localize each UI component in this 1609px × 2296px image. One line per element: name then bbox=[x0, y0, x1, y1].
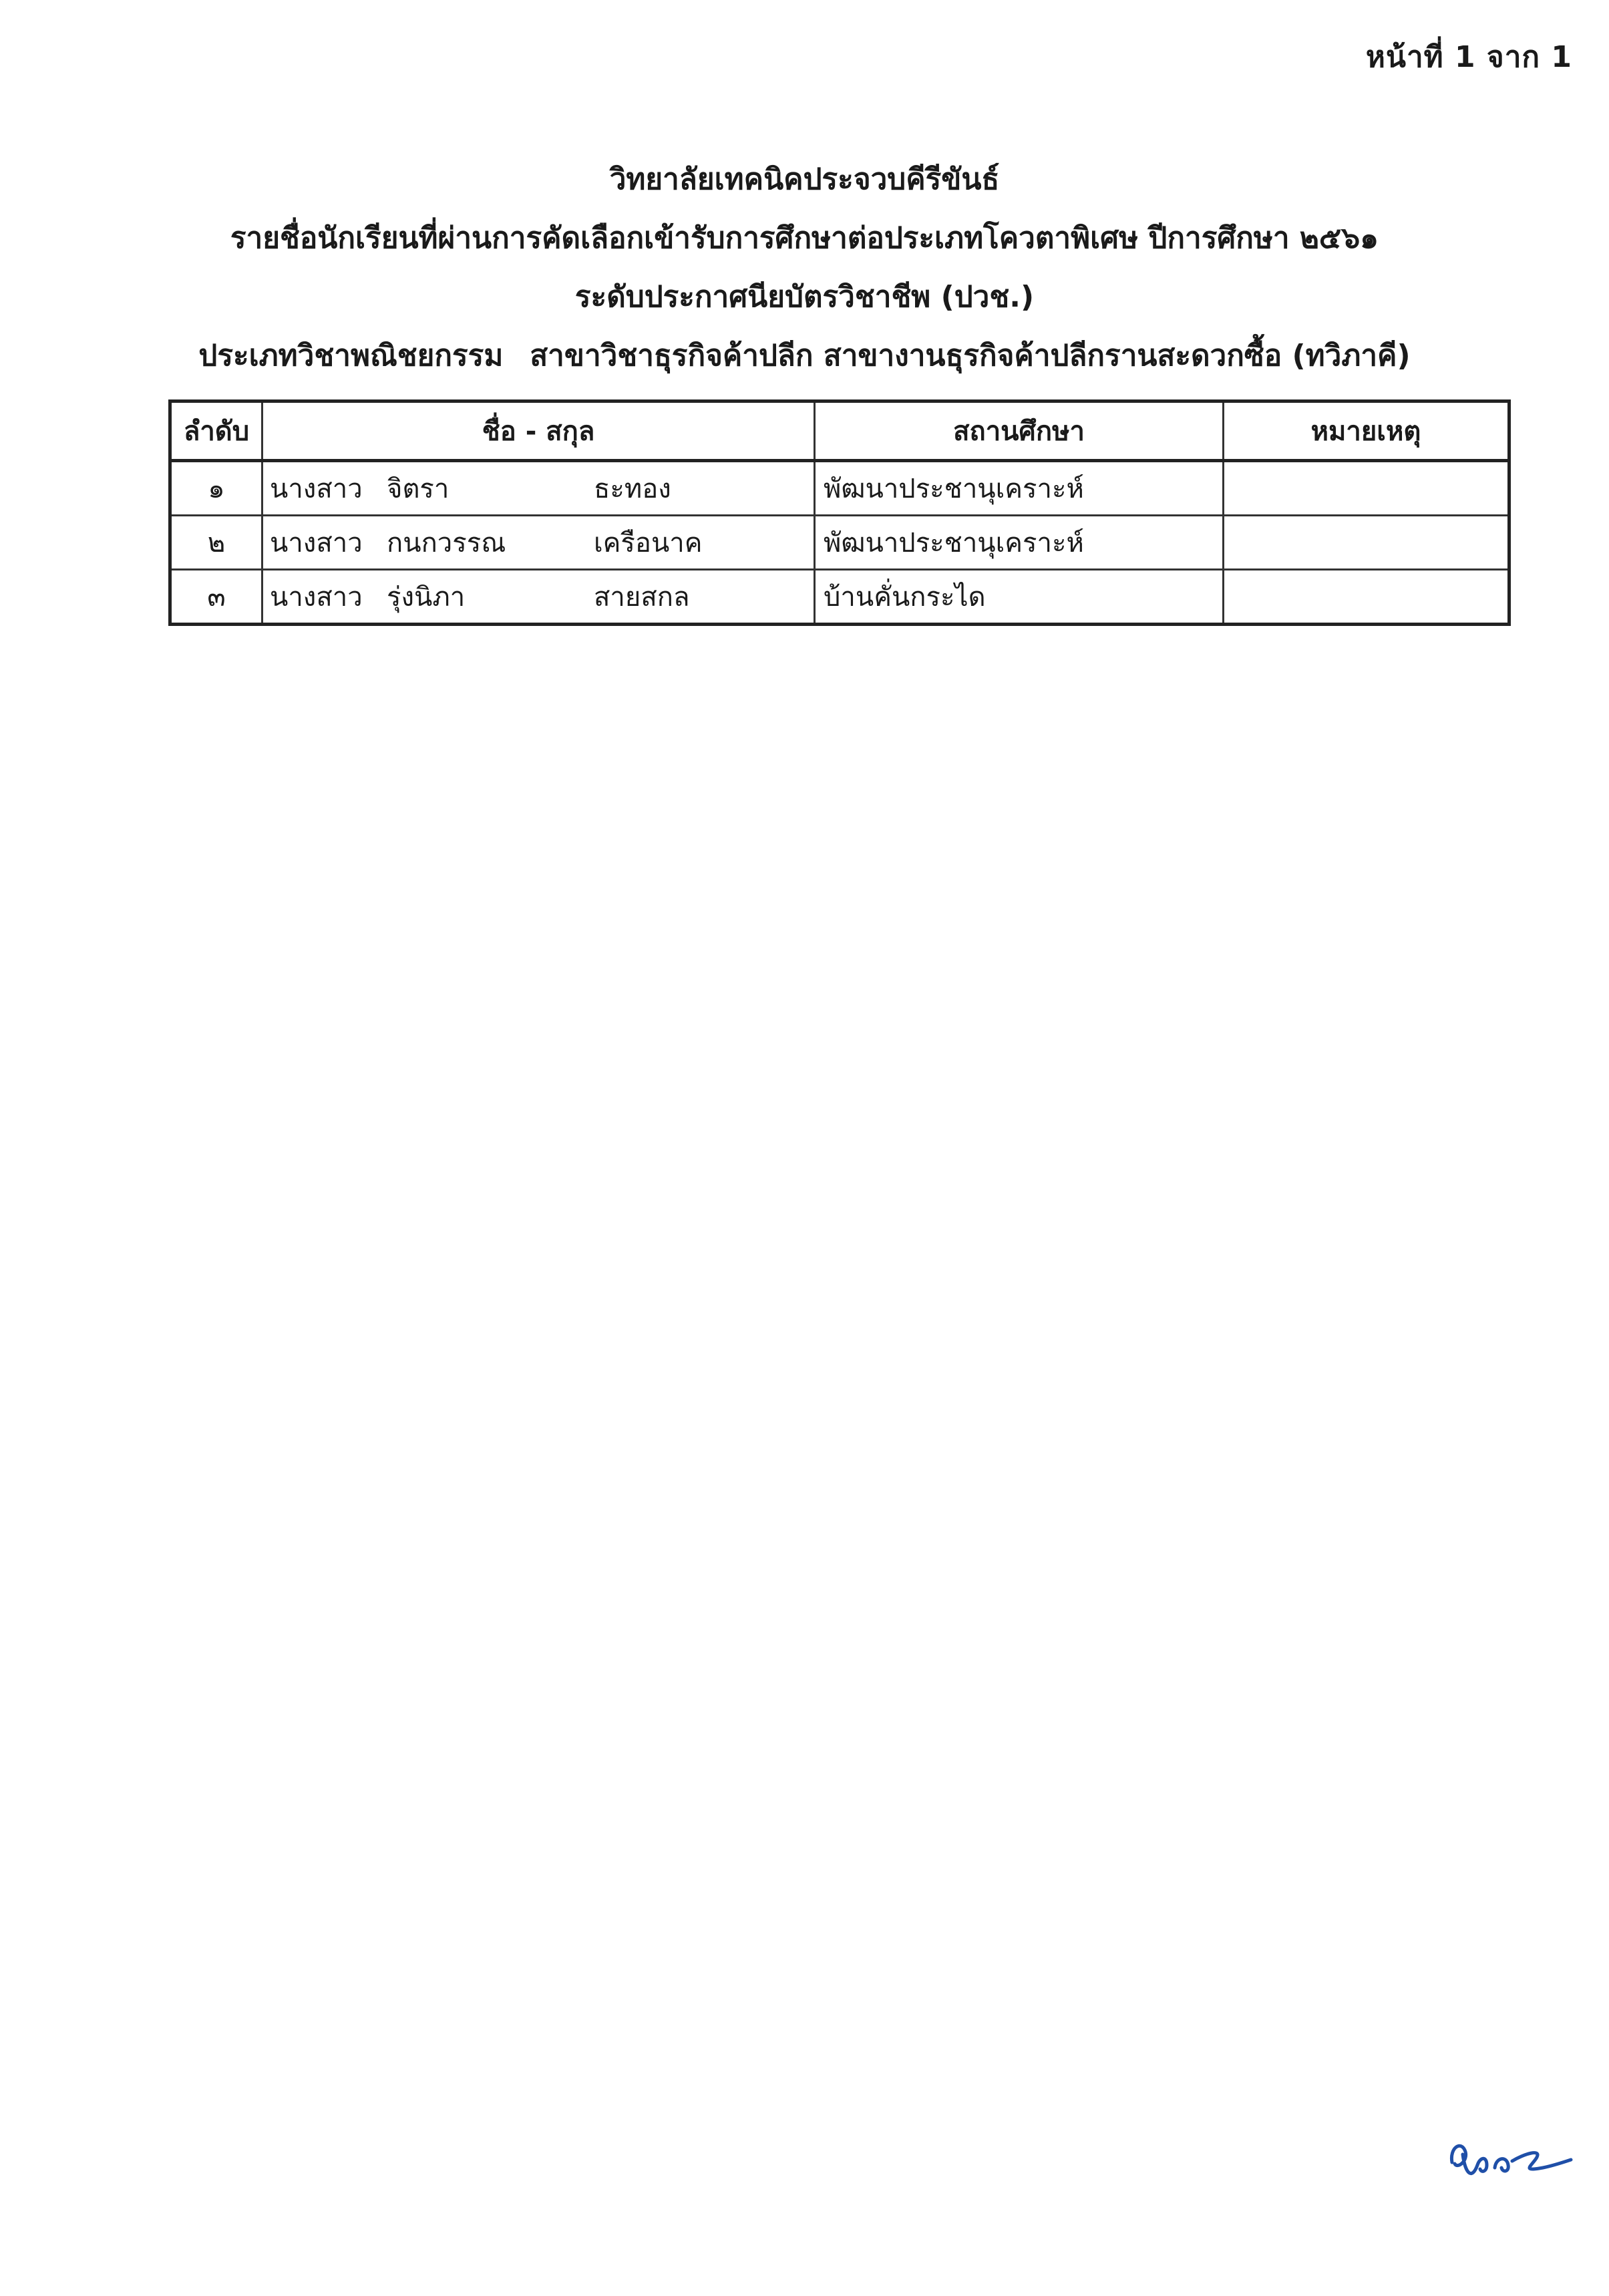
college-name: วิทยาลัยเทคนิคประจวบคีรีขันธ์ bbox=[609, 162, 1000, 196]
row-index: ๒ bbox=[170, 516, 262, 570]
first-name: รุ่งนิภา bbox=[387, 582, 466, 613]
name-prefix: นางสาว bbox=[270, 582, 363, 613]
row-school: บ้านคั่นกระได bbox=[815, 570, 1224, 625]
column-header-school: สถานศึกษา bbox=[815, 401, 1224, 461]
table-header-row bbox=[170, 401, 1509, 461]
last-name: สายสกล bbox=[594, 582, 690, 613]
table-row bbox=[170, 570, 1509, 625]
program-line bbox=[0, 327, 1609, 385]
row-note bbox=[1224, 570, 1509, 625]
row-school: พัฒนาประชานุเคราะห์ bbox=[815, 516, 1224, 570]
table-row bbox=[170, 461, 1509, 516]
column-header-name: ชื่อ - สกุล bbox=[262, 401, 815, 461]
row-name bbox=[262, 461, 815, 516]
student-table bbox=[168, 399, 1511, 626]
last-name: เครือนาค bbox=[594, 528, 703, 558]
name-prefix: นางสาว bbox=[270, 528, 363, 558]
certificate-level: ระดับประกาศนียบัตรวิชาชีพ (ปวช.) bbox=[574, 280, 1035, 314]
list-title: รายชื่อนักเรียนที่ผ่านการคัดเลือกเข้ารับการศึกษาต่อประเภทโควตาพิเศษ ปีการศึกษา ๒๕๖๑ bbox=[230, 221, 1379, 255]
column-header-index: ลำดับ bbox=[170, 401, 262, 461]
page-number: หน้าที่ 1 จาก 1 bbox=[1365, 40, 1572, 74]
row-index: ๑ bbox=[170, 461, 262, 516]
row-name bbox=[262, 516, 815, 570]
row-index: ๓ bbox=[170, 570, 262, 625]
handwritten-signature bbox=[1443, 2128, 1576, 2188]
first-name: จิตรา bbox=[387, 474, 450, 504]
last-name: ธะทอง bbox=[594, 474, 671, 504]
row-school: พัฒนาประชานุเคราะห์ bbox=[815, 461, 1224, 516]
column-header-note: หมายเหตุ bbox=[1224, 401, 1509, 461]
table-row bbox=[170, 516, 1509, 570]
row-name bbox=[262, 570, 815, 625]
row-note bbox=[1224, 516, 1509, 570]
document-header bbox=[0, 150, 1609, 385]
program-type: ประเภทวิชาพณิชยกรรม bbox=[198, 339, 504, 373]
program-field: สาขาวิชาธุรกิจค้าปลีก สาขางานธุรกิจค้าปลีกรานสะดวกซื้อ (ทวิภาคี) bbox=[530, 339, 1411, 373]
row-note bbox=[1224, 461, 1509, 516]
name-prefix: นางสาว bbox=[270, 474, 363, 504]
first-name: กนกวรรณ bbox=[387, 528, 506, 558]
